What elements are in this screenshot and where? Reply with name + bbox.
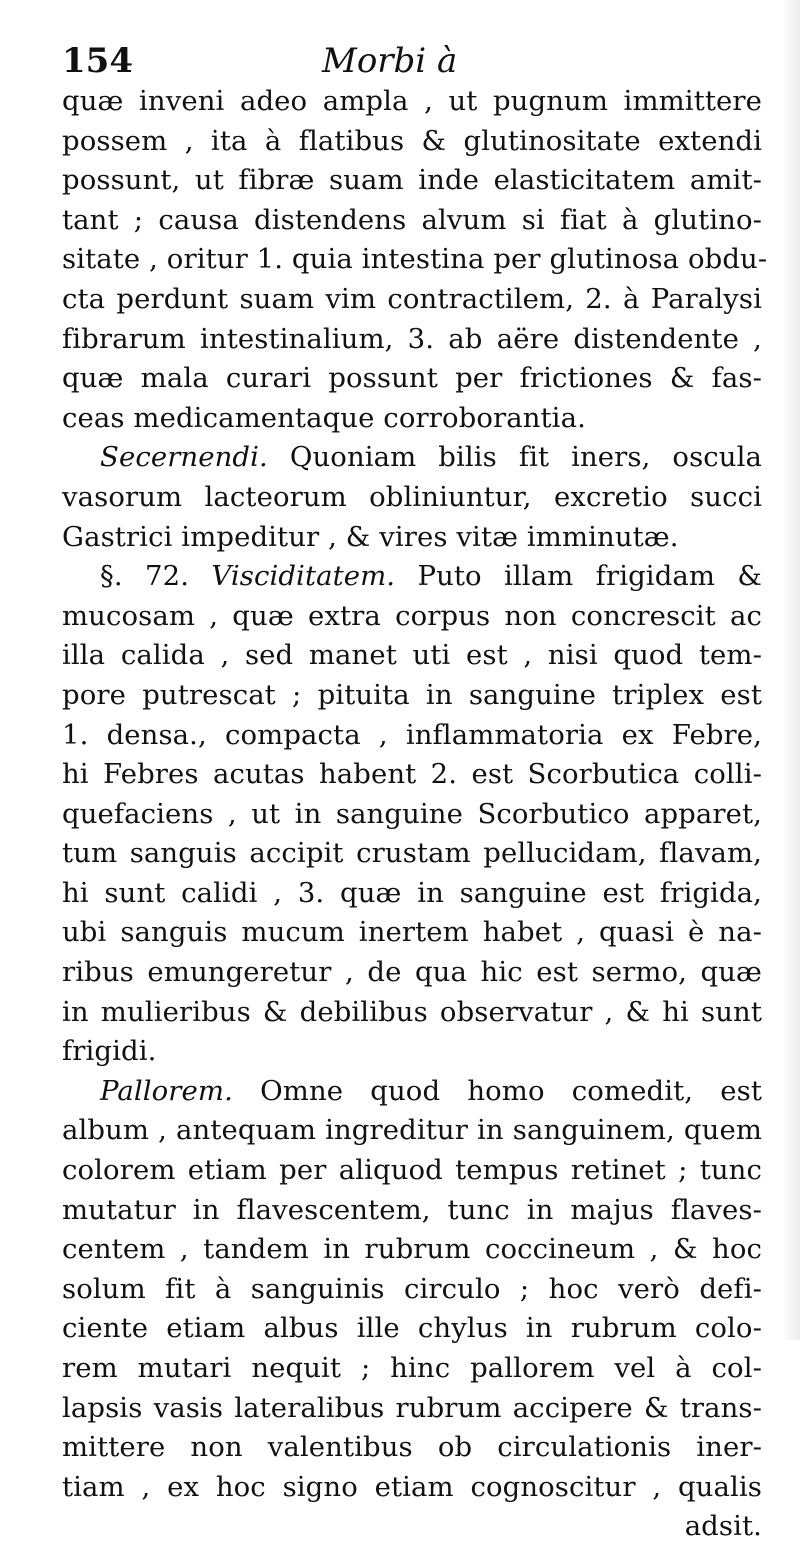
text-line (62, 1151, 762, 1191)
text-line (62, 478, 762, 518)
line-text: illa calida , sed manet uti est , nisi quod tem- (62, 639, 762, 672)
text-line (62, 636, 762, 676)
text-line (62, 834, 762, 874)
text-line (62, 518, 762, 558)
page-number: 154 (62, 41, 133, 81)
line-text: Gastrici impeditur , & vires vitæ imminutæ. (62, 520, 679, 553)
text-line (62, 557, 762, 597)
line-text: §. 72. (100, 560, 190, 593)
text-line (62, 1270, 762, 1310)
text-line (62, 1230, 762, 1270)
text-line (62, 874, 762, 914)
line-text: ceas medicamentaque corroborantia. (62, 401, 586, 434)
text-line (62, 1111, 762, 1151)
text-line (62, 359, 762, 399)
line-text: centem , tandem in rubrum coccineum , & hoc (62, 1233, 762, 1266)
text-line (62, 913, 762, 953)
text-line (62, 438, 762, 478)
line-text: ciente etiam albus ille chylus in rubrum colo- (62, 1312, 762, 1345)
running-head (62, 38, 762, 84)
text-line (62, 755, 762, 795)
line-text: ribus emungeretur , de qua hic est sermo, quæ (62, 956, 762, 989)
line-text: Puto illam frigidam & (395, 560, 762, 593)
text-line (62, 716, 762, 756)
line-text: possunt, ut fibræ suam inde elasticitatem amit- (62, 164, 762, 197)
line-text: ubi sanguis mucum inertem habet , quasi è na- (62, 916, 762, 949)
text-line (62, 795, 762, 835)
text-line (62, 676, 762, 716)
line-text: hi Febres acutas habent 2. est Scorbutica colli- (62, 758, 762, 791)
line-text: tum sanguis accipit crustam pellucidam, flavam, (62, 837, 762, 870)
line-text: solum fit à sanguinis circulo ; hoc verò defi- (62, 1272, 762, 1305)
line-text: hi sunt calidi , 3. quæ in sanguine est frigida, (62, 876, 762, 909)
running-title: Morbi à (322, 41, 458, 81)
line-text: quæ inveni adeo ampla , ut pugnum immittere (62, 85, 762, 117)
line-text: sitate , oritur 1. quia intestina per glutinosa obdu- (62, 243, 768, 276)
text-line (62, 320, 762, 360)
text-line (62, 161, 762, 201)
line-text: album , antequam ingreditur in sanguinem, quem (62, 1114, 762, 1147)
text-line (62, 1428, 762, 1468)
line-text: adsit. (684, 1510, 762, 1543)
text-line (62, 280, 762, 320)
text-line (62, 240, 768, 280)
text-line (62, 399, 762, 439)
line-text: in mulieribus & debilibus observatur , & hi sunt (62, 995, 762, 1028)
text-line (62, 1191, 762, 1231)
text-line (62, 1389, 762, 1429)
line-text: frigidi. (62, 1035, 157, 1068)
line-text: vasorum lacteorum obliniuntur, excretio succi (62, 480, 762, 513)
text-line (62, 953, 762, 993)
line-text: mutatur in flavescentem, tunc in majus flaves- (62, 1193, 762, 1226)
line-text: lapsis vasis lateralibus rubrum accipere & trans- (62, 1391, 762, 1424)
text-line (62, 1468, 762, 1508)
line-text: colorem etiam per aliquod tempus retinet ; tunc (62, 1154, 762, 1187)
text-line (62, 82, 762, 122)
line-text: mucosam , quæ extra corpus non concrescit ac (62, 599, 762, 632)
line-text: mittere non valentibus ob circulationis iner- (62, 1431, 762, 1464)
page-edge-shadow (782, 0, 800, 1340)
body-text (62, 82, 768, 1547)
line-text: cta perdunt suam vim contractilem, 2. à Paralysi (62, 282, 762, 315)
section-lead-word: Secernendi. (100, 441, 268, 474)
line-text: Omne quod homo comedit, est (232, 1074, 762, 1107)
line-text: fibrarum intestinalium, 3. ab aëre distendente , (62, 322, 762, 355)
text-line (62, 1072, 762, 1112)
section-lead-word: Visciditatem. (189, 560, 396, 593)
text-line (62, 1507, 762, 1547)
line-text: tant ; causa distendens alvum si fiat à glutino- (62, 203, 762, 236)
text-line (62, 122, 762, 162)
text-line (62, 1309, 762, 1349)
line-text: Quoniam bilis fit iners, oscula (267, 441, 762, 474)
line-text: quæ mala curari possunt per frictiones & fas- (62, 362, 762, 395)
text-line (62, 597, 762, 637)
line-text: pore putrescat ; pituita in sanguine triplex est (62, 678, 762, 711)
text-line (62, 993, 762, 1033)
line-text: possem , ita à flatibus & glutinositate extendi (62, 124, 762, 157)
text-line (62, 1032, 762, 1072)
text-line (62, 201, 762, 241)
line-text: 1. densa., compacta , inflammatoria ex Febre, (62, 718, 762, 751)
section-lead-word: Pallorem. (100, 1074, 233, 1107)
line-text: tiam , ex hoc signo etiam cognoscitur , qualis (62, 1470, 762, 1503)
text-line (62, 1349, 762, 1389)
line-text: quefaciens , ut in sanguine Scorbutico apparet, (62, 797, 762, 830)
line-text: rem mutari nequit ; hinc pallorem vel à col- (62, 1352, 762, 1384)
